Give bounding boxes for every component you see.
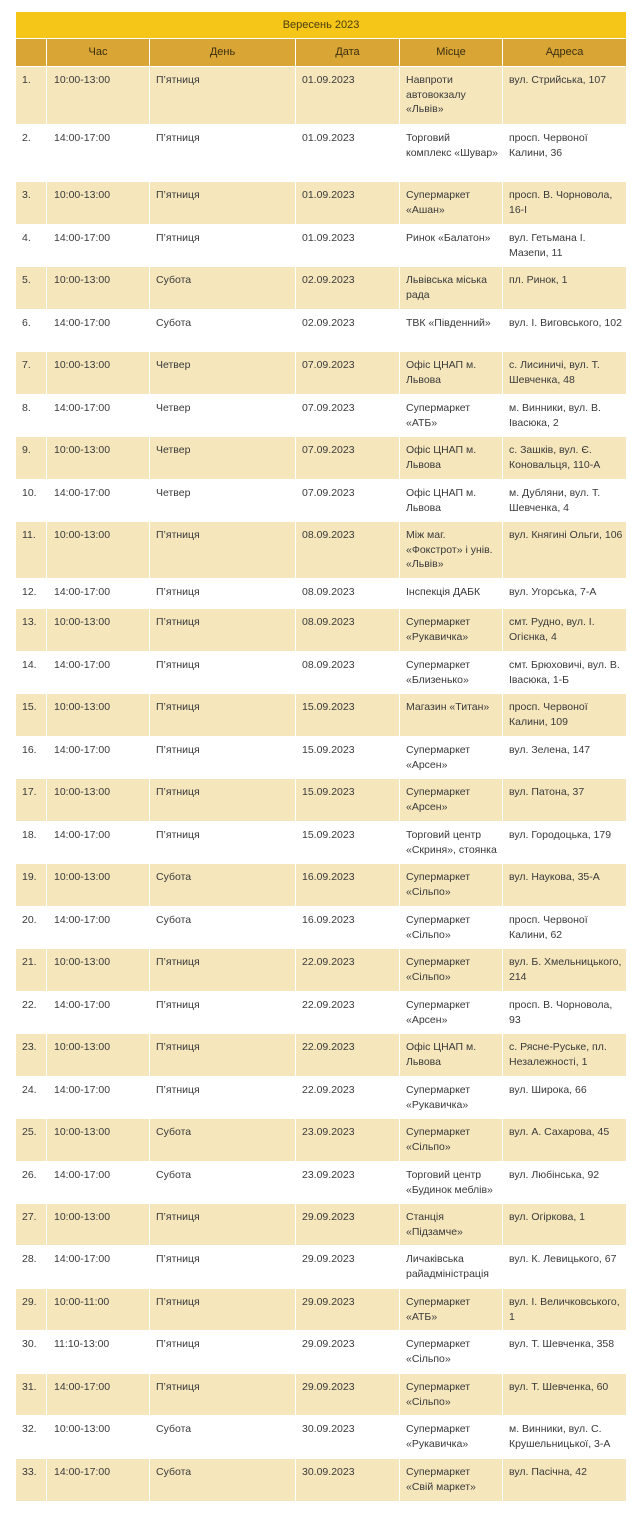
- row-day: П’ятниця: [150, 225, 296, 267]
- row-time: 14:00-17:00: [47, 310, 150, 352]
- table-row: [16, 579, 627, 609]
- row-time: 10:00-13:00: [47, 1204, 150, 1246]
- row-day: П’ятниця: [150, 694, 296, 737]
- row-number: 23.: [16, 1034, 47, 1077]
- table-row: [16, 609, 627, 652]
- row-number: 1.: [16, 67, 47, 125]
- row-day: Субота: [150, 310, 296, 352]
- row-day: П’ятниця: [150, 1374, 296, 1416]
- row-number: 30.: [16, 1331, 47, 1374]
- row-day: П’ятниця: [150, 1077, 296, 1119]
- table-row: [16, 267, 627, 310]
- header-day: День: [150, 39, 296, 67]
- row-number: 24.: [16, 1077, 47, 1119]
- row-day: П’ятниця: [150, 652, 296, 694]
- row-address: м. Винники, вул. В. Івасюка, 2: [503, 395, 627, 437]
- row-number: 25.: [16, 1119, 47, 1162]
- table-row: [16, 652, 627, 694]
- row-number: 7.: [16, 352, 47, 395]
- row-day: П’ятниця: [150, 1289, 296, 1331]
- header-number: [16, 39, 47, 67]
- row-time: 14:00-17:00: [47, 737, 150, 779]
- table-body: [16, 67, 627, 1502]
- row-time: 14:00-17:00: [47, 907, 150, 949]
- row-address: вул. І. Величковського, 1: [503, 1289, 627, 1331]
- row-day: П’ятниця: [150, 1331, 296, 1374]
- row-place: Супермаркет «Сільпо»: [400, 1331, 503, 1374]
- row-number: 11.: [16, 522, 47, 579]
- row-place: Супермаркет «Рукавичка»: [400, 609, 503, 652]
- table-row: [16, 1374, 627, 1416]
- row-time: 10:00-13:00: [47, 352, 150, 395]
- table-row: [16, 125, 627, 182]
- header-time: Час: [47, 39, 150, 67]
- row-time: 10:00-13:00: [47, 864, 150, 907]
- row-date: 15.09.2023: [296, 737, 400, 779]
- table-row: [16, 522, 627, 579]
- row-time: 10:00-13:00: [47, 1416, 150, 1459]
- table-row: [16, 437, 627, 480]
- row-date: 22.09.2023: [296, 949, 400, 992]
- row-address: вул. Наукова, 35-А: [503, 864, 627, 907]
- table-row: [16, 1119, 627, 1162]
- table-row: [16, 1077, 627, 1119]
- row-place: Офіс ЦНАП м. Львова: [400, 1034, 503, 1077]
- row-place: Львівська міська рада: [400, 267, 503, 310]
- row-place: Супермаркет «Рукавичка»: [400, 1077, 503, 1119]
- row-date: 08.09.2023: [296, 609, 400, 652]
- row-time: 10:00-13:00: [47, 182, 150, 225]
- row-day: П’ятниця: [150, 1246, 296, 1289]
- row-date: 15.09.2023: [296, 694, 400, 737]
- row-time: 10:00-13:00: [47, 67, 150, 125]
- row-place: Супермаркет «Сільпо»: [400, 907, 503, 949]
- row-address: просп. Червоної Калини, 109: [503, 694, 627, 737]
- table-row: [16, 310, 627, 352]
- row-date: 01.09.2023: [296, 67, 400, 125]
- row-place: Станція «Підзамче»: [400, 1204, 503, 1246]
- row-day: Четвер: [150, 437, 296, 480]
- row-date: 02.09.2023: [296, 310, 400, 352]
- row-place: Супермаркет «АТБ»: [400, 1289, 503, 1331]
- row-date: 08.09.2023: [296, 652, 400, 694]
- row-address: с. Зашків, вул. Є. Коновальця, 110-А: [503, 437, 627, 480]
- row-place: Між маг. «Фокстрот» і унів. «Львів»: [400, 522, 503, 579]
- row-place: Супермаркет «Близенько»: [400, 652, 503, 694]
- schedule-table-wrapper: [15, 11, 626, 1502]
- row-place: Офіс ЦНАП м. Львова: [400, 352, 503, 395]
- row-address: пл. Ринок, 1: [503, 267, 627, 310]
- row-day: Четвер: [150, 352, 296, 395]
- row-number: 17.: [16, 779, 47, 822]
- row-number: 32.: [16, 1416, 47, 1459]
- row-place: Магазин «Титан»: [400, 694, 503, 737]
- row-time: 14:00-17:00: [47, 225, 150, 267]
- table-row: [16, 694, 627, 737]
- table-row: [16, 1289, 627, 1331]
- row-date: 29.09.2023: [296, 1246, 400, 1289]
- row-time: 10:00-13:00: [47, 1034, 150, 1077]
- row-address: вул. Т. Шевченка, 358: [503, 1331, 627, 1374]
- row-address: смт. Рудно, вул. І. Огієнка, 4: [503, 609, 627, 652]
- row-address: с. Лисиничі, вул. Т. Шевченка, 48: [503, 352, 627, 395]
- table-title: Вересень 2023: [16, 12, 627, 39]
- row-place: Супермаркет «Арсен»: [400, 737, 503, 779]
- row-number: 31.: [16, 1374, 47, 1416]
- table-row: [16, 737, 627, 779]
- row-date: 07.09.2023: [296, 480, 400, 522]
- table-row: [16, 67, 627, 125]
- row-time: 11:10-13:00: [47, 1331, 150, 1374]
- row-day: П’ятниця: [150, 737, 296, 779]
- header-address: Адреса: [503, 39, 627, 67]
- row-address: просп. Червоної Калини, 36: [503, 125, 627, 182]
- row-day: Четвер: [150, 395, 296, 437]
- row-date: 15.09.2023: [296, 822, 400, 864]
- row-address: м. Дубляни, вул. Т. Шевченка, 4: [503, 480, 627, 522]
- row-number: 9.: [16, 437, 47, 480]
- table-row: [16, 949, 627, 992]
- table-row: [16, 352, 627, 395]
- row-time: 10:00-13:00: [47, 779, 150, 822]
- row-time: 14:00-17:00: [47, 822, 150, 864]
- row-date: 01.09.2023: [296, 182, 400, 225]
- row-day: Субота: [150, 267, 296, 310]
- row-date: 23.09.2023: [296, 1162, 400, 1204]
- row-address: вул. К. Левицького, 67: [503, 1246, 627, 1289]
- row-date: 16.09.2023: [296, 864, 400, 907]
- row-date: 22.09.2023: [296, 992, 400, 1034]
- row-place: Торговий комплекс «Шувар»: [400, 125, 503, 182]
- row-number: 12.: [16, 579, 47, 609]
- schedule-table: [15, 11, 627, 1502]
- table-row: [16, 1331, 627, 1374]
- row-address: м. Винники, вул. С. Крушельницької, 3-А: [503, 1416, 627, 1459]
- table-row: [16, 1162, 627, 1204]
- row-time: 14:00-17:00: [47, 992, 150, 1034]
- row-date: 29.09.2023: [296, 1289, 400, 1331]
- row-day: Субота: [150, 1416, 296, 1459]
- row-place: ТВК «Південний»: [400, 310, 503, 352]
- row-number: 13.: [16, 609, 47, 652]
- header-date: Дата: [296, 39, 400, 67]
- table-title-row: [16, 12, 627, 39]
- row-address: вул. Пасічна, 42: [503, 1459, 627, 1502]
- row-date: 02.09.2023: [296, 267, 400, 310]
- row-address: вул. Т. Шевченка, 60: [503, 1374, 627, 1416]
- table-row: [16, 779, 627, 822]
- row-time: 10:00-11:00: [47, 1289, 150, 1331]
- row-date: 08.09.2023: [296, 522, 400, 579]
- row-place: Офіс ЦНАП м. Львова: [400, 437, 503, 480]
- header-place: Місце: [400, 39, 503, 67]
- row-place: Супермаркет «Ашан»: [400, 182, 503, 225]
- row-place: Інспекція ДАБК: [400, 579, 503, 609]
- row-place: Супермаркет «Рукавичка»: [400, 1416, 503, 1459]
- row-time: 14:00-17:00: [47, 125, 150, 182]
- table-row: [16, 822, 627, 864]
- row-address: вул. Стрийська, 107: [503, 67, 627, 125]
- row-date: 30.09.2023: [296, 1416, 400, 1459]
- row-place: Супермаркет «Сільпо»: [400, 864, 503, 907]
- row-time: 14:00-17:00: [47, 1162, 150, 1204]
- row-place: Торговий центр «Будинок меблів»: [400, 1162, 503, 1204]
- row-address: вул. Широка, 66: [503, 1077, 627, 1119]
- table-row: [16, 182, 627, 225]
- row-day: П’ятниця: [150, 125, 296, 182]
- row-time: 14:00-17:00: [47, 480, 150, 522]
- row-date: 22.09.2023: [296, 1077, 400, 1119]
- row-address: вул. Княгині Ольги, 106: [503, 522, 627, 579]
- row-address: просп. В. Чорновола, 93: [503, 992, 627, 1034]
- table-row: [16, 1459, 627, 1502]
- row-day: П’ятниця: [150, 779, 296, 822]
- row-time: 10:00-13:00: [47, 522, 150, 579]
- row-place: Супермаркет «Сільпо»: [400, 1374, 503, 1416]
- row-place: Супермаркет «Свій маркет»: [400, 1459, 503, 1502]
- row-number: 15.: [16, 694, 47, 737]
- row-address: вул. Гетьмана І. Мазепи, 11: [503, 225, 627, 267]
- row-day: П’ятниця: [150, 1204, 296, 1246]
- table-row: [16, 907, 627, 949]
- row-time: 10:00-13:00: [47, 437, 150, 480]
- row-time: 14:00-17:00: [47, 1374, 150, 1416]
- row-number: 20.: [16, 907, 47, 949]
- row-number: 5.: [16, 267, 47, 310]
- row-place: Супермаркет «АТБ»: [400, 395, 503, 437]
- row-address: вул. А. Сахарова, 45: [503, 1119, 627, 1162]
- row-date: 07.09.2023: [296, 437, 400, 480]
- row-number: 4.: [16, 225, 47, 267]
- row-time: 10:00-13:00: [47, 1119, 150, 1162]
- row-number: 10.: [16, 480, 47, 522]
- row-number: 22.: [16, 992, 47, 1034]
- row-place: Супермаркет «Сільпо»: [400, 949, 503, 992]
- row-number: 18.: [16, 822, 47, 864]
- row-place: Супермаркет «Арсен»: [400, 779, 503, 822]
- row-number: 21.: [16, 949, 47, 992]
- row-number: 27.: [16, 1204, 47, 1246]
- table-row: [16, 864, 627, 907]
- row-day: Субота: [150, 1459, 296, 1502]
- row-address: вул. Городоцька, 179: [503, 822, 627, 864]
- row-day: Субота: [150, 1119, 296, 1162]
- row-number: 19.: [16, 864, 47, 907]
- table-row: [16, 1246, 627, 1289]
- row-address: вул. Любінська, 92: [503, 1162, 627, 1204]
- row-number: 33.: [16, 1459, 47, 1502]
- table-row: [16, 395, 627, 437]
- row-place: Супермаркет «Арсен»: [400, 992, 503, 1034]
- row-address: вул. Угорська, 7-А: [503, 579, 627, 609]
- row-time: 14:00-17:00: [47, 579, 150, 609]
- row-day: Субота: [150, 864, 296, 907]
- row-place: Супермаркет «Сільпо»: [400, 1119, 503, 1162]
- row-address: вул. Б. Хмельницького, 214: [503, 949, 627, 992]
- row-place: Торговий центр «Скриня», стоянка: [400, 822, 503, 864]
- row-date: 29.09.2023: [296, 1331, 400, 1374]
- table-row: [16, 1034, 627, 1077]
- row-place: Личаківська райадміністрація: [400, 1246, 503, 1289]
- row-address: вул. Огіркова, 1: [503, 1204, 627, 1246]
- row-number: 29.: [16, 1289, 47, 1331]
- row-date: 08.09.2023: [296, 579, 400, 609]
- row-date: 07.09.2023: [296, 352, 400, 395]
- row-address: смт. Брюховичі, вул. В. Івасюка, 1-Б: [503, 652, 627, 694]
- table-row: [16, 1416, 627, 1459]
- row-date: 23.09.2023: [296, 1119, 400, 1162]
- row-day: П’ятниця: [150, 67, 296, 125]
- row-time: 14:00-17:00: [47, 1077, 150, 1119]
- row-time: 10:00-13:00: [47, 949, 150, 992]
- row-date: 16.09.2023: [296, 907, 400, 949]
- row-day: П’ятниця: [150, 579, 296, 609]
- row-place: Навпроти автовокзалу «Львів»: [400, 67, 503, 125]
- row-date: 15.09.2023: [296, 779, 400, 822]
- row-date: 22.09.2023: [296, 1034, 400, 1077]
- row-number: 14.: [16, 652, 47, 694]
- row-day: Четвер: [150, 480, 296, 522]
- row-number: 16.: [16, 737, 47, 779]
- row-number: 8.: [16, 395, 47, 437]
- row-day: П’ятниця: [150, 992, 296, 1034]
- row-number: 2.: [16, 125, 47, 182]
- row-address: вул. І. Виговського, 102: [503, 310, 627, 352]
- table-row: [16, 992, 627, 1034]
- row-time: 14:00-17:00: [47, 395, 150, 437]
- row-number: 28.: [16, 1246, 47, 1289]
- row-address: просп. В. Чорновола, 16-І: [503, 182, 627, 225]
- row-date: 01.09.2023: [296, 225, 400, 267]
- row-date: 29.09.2023: [296, 1204, 400, 1246]
- row-address: с. Рясне-Руське, пл. Незалежності, 1: [503, 1034, 627, 1077]
- row-day: П’ятниця: [150, 822, 296, 864]
- row-day: П’ятниця: [150, 609, 296, 652]
- row-place: Офіс ЦНАП м. Львова: [400, 480, 503, 522]
- row-address: просп. Червоної Калини, 62: [503, 907, 627, 949]
- row-time: 10:00-13:00: [47, 694, 150, 737]
- row-day: П’ятниця: [150, 182, 296, 225]
- row-time: 14:00-17:00: [47, 1246, 150, 1289]
- table-row: [16, 1204, 627, 1246]
- row-time: 10:00-13:00: [47, 267, 150, 310]
- row-date: 29.09.2023: [296, 1374, 400, 1416]
- row-address: вул. Зелена, 147: [503, 737, 627, 779]
- table-header-row: [16, 39, 627, 67]
- row-time: 14:00-17:00: [47, 652, 150, 694]
- row-date: 01.09.2023: [296, 125, 400, 182]
- row-day: Субота: [150, 907, 296, 949]
- row-time: 10:00-13:00: [47, 609, 150, 652]
- row-address: вул. Патона, 37: [503, 779, 627, 822]
- row-date: 30.09.2023: [296, 1459, 400, 1502]
- row-day: Субота: [150, 1162, 296, 1204]
- row-number: 6.: [16, 310, 47, 352]
- row-day: П’ятниця: [150, 1034, 296, 1077]
- row-time: 14:00-17:00: [47, 1459, 150, 1502]
- table-row: [16, 225, 627, 267]
- row-place: Ринок «Балатон»: [400, 225, 503, 267]
- row-date: 07.09.2023: [296, 395, 400, 437]
- row-day: П’ятниця: [150, 522, 296, 579]
- row-day: П’ятниця: [150, 949, 296, 992]
- table-row: [16, 480, 627, 522]
- row-number: 3.: [16, 182, 47, 225]
- row-number: 26.: [16, 1162, 47, 1204]
